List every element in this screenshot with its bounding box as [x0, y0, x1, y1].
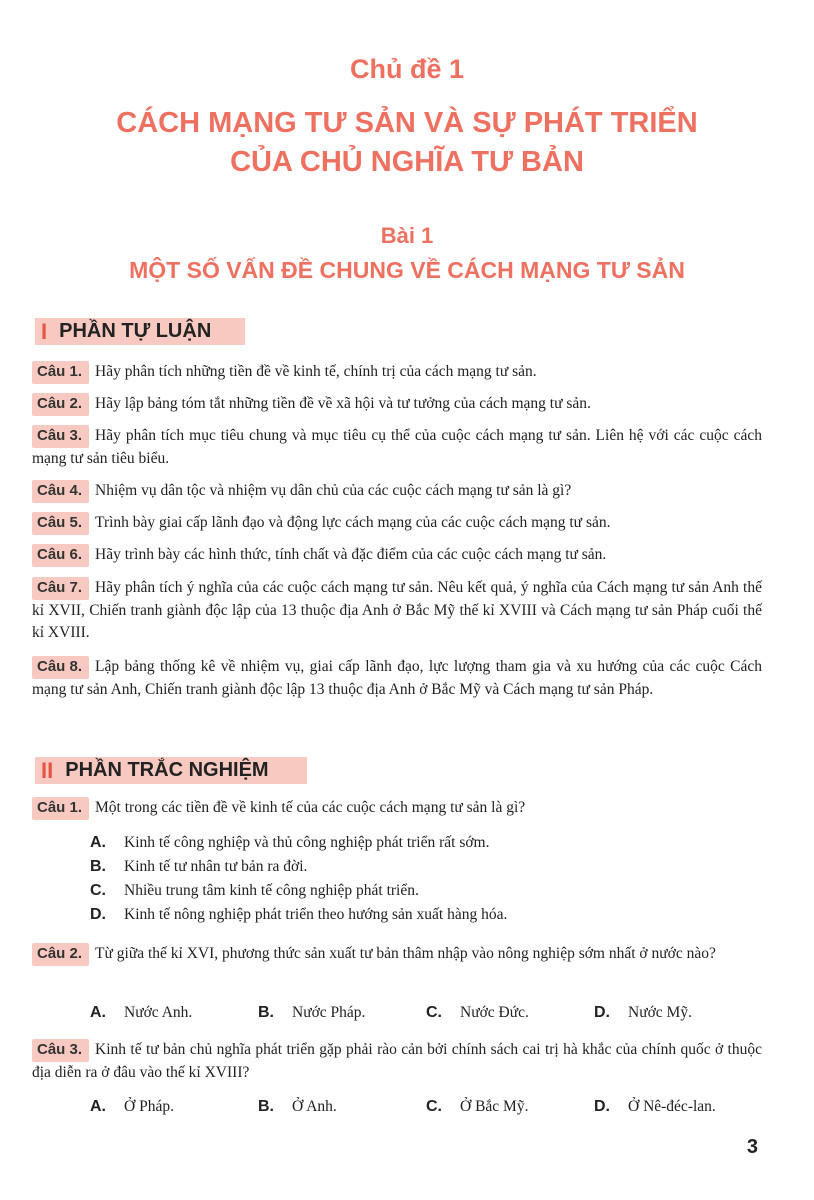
mc-question	[32, 797, 762, 820]
option-letter: A.	[90, 1004, 106, 1021]
chapter-title-line-2: CỦA CHỦ NGHĨA TƯ BẢN	[230, 146, 584, 178]
option-letter: B.	[90, 858, 106, 875]
question-text: Trình bày giai cấp lãnh đạo và động lực cách mạng của các cuộc cách mạng tư sản.	[95, 514, 611, 531]
option-text: Ở Nê-đéc-lan.	[628, 1098, 716, 1115]
question-label: Câu 8.	[32, 656, 89, 679]
option-letter: D.	[90, 906, 106, 923]
mc-options	[90, 831, 770, 927]
option	[90, 1098, 258, 1116]
option	[90, 831, 770, 855]
mc-question	[32, 943, 762, 966]
option-letter: C.	[426, 1004, 442, 1021]
question-text: Hãy trình bày các hình thức, tính chất và đặc điểm của các cuộc cách mạng tư sản.	[95, 546, 607, 563]
topic-heading: Chủ đề 1	[349, 54, 464, 84]
option-text: Ở Pháp.	[124, 1098, 174, 1115]
section-multiple-choice-header	[35, 757, 307, 784]
question-label: Câu 7.	[32, 577, 89, 600]
option-text: Kinh tế nông nghiệp phát triển theo hướng sản xuất hàng hóa.	[124, 906, 508, 923]
question-text: Hãy lập bảng tóm tắt những tiền đề về xã hội và tư tưởng của cách mạng tư sản.	[95, 395, 591, 412]
option-text: Nước Pháp.	[292, 1004, 366, 1021]
question-text: Hãy phân tích những tiền đề về kinh tế, chính trị của cách mạng tư sản.	[95, 363, 537, 380]
question-text: Từ giữa thế kỉ XVI, phương thức sản xuất tư bản thâm nhập vào nông nghiệp sớm nhất ở nước nào?	[95, 945, 716, 962]
lesson-title: MỘT SỐ VẤN ĐỀ CHUNG VỀ CÁCH MẠNG TƯ SẢN	[129, 257, 685, 283]
mc-question	[32, 1039, 762, 1084]
option-letter: D.	[594, 1098, 610, 1115]
question-text: Kinh tế tư bản chủ nghĩa phát triển gặp phải rào cản bởi chính sách cai trị hà khắc của chính quốc ở thuộc địa diễn ra ở đâu vào thế kỉ XVIII?	[32, 1041, 762, 1081]
option-text: Nước Mỹ.	[628, 1004, 692, 1021]
section-number: I	[41, 318, 48, 344]
page-number: 3	[746, 1136, 758, 1158]
question-label: Câu 1.	[32, 797, 89, 820]
option-text: Ở Bắc Mỹ.	[460, 1098, 529, 1115]
option	[90, 903, 770, 927]
option	[594, 1004, 762, 1022]
mc-options	[90, 1004, 780, 1022]
section-essay-header	[35, 318, 245, 345]
question-label: Câu 5.	[32, 512, 89, 535]
option-letter: D.	[594, 1004, 610, 1021]
question-label: Câu 4.	[32, 480, 89, 503]
option-letter: B.	[258, 1004, 274, 1021]
option-letter: A.	[90, 1098, 106, 1115]
section-title: PHẦN TRẮC NGHIỆM	[65, 759, 269, 781]
question-label: Câu 1.	[32, 361, 89, 384]
option	[90, 1004, 258, 1022]
option-text: Kinh tế tư nhân tư bản ra đời.	[124, 858, 308, 875]
option-text: Nhiều trung tâm kinh tế công nghiệp phát triển.	[124, 882, 419, 899]
option	[258, 1098, 426, 1116]
option-letter: B.	[258, 1098, 274, 1115]
question-text: Lập bảng thống kê về nhiệm vụ, giai cấp lãnh đạo, lực lượng tham gia và xu hướng của các cuộc Cách mạng tư sản Anh, Chiến tranh giành độc lập 13 thuộc địa Anh ở Bắc Mỹ và Cách mạng tư sản Pháp.	[32, 658, 762, 698]
essay-question	[32, 425, 762, 470]
essay-question	[32, 393, 762, 416]
mc-options	[90, 1098, 780, 1116]
option	[90, 879, 770, 903]
question-label: Câu 6.	[32, 544, 89, 567]
section-title: PHẦN TỰ LUẬN	[59, 320, 212, 342]
question-text: Nhiệm vụ dân tộc và nhiệm vụ dân chủ của các cuộc cách mạng tư sản là gì?	[95, 482, 572, 499]
question-label: Câu 2.	[32, 943, 89, 966]
option-text: Nước Anh.	[124, 1004, 193, 1021]
option-text: Nước Đức.	[460, 1004, 529, 1021]
option-text: Ở Anh.	[292, 1098, 337, 1115]
option-text: Kinh tế công nghiệp và thủ công nghiệp phát triển rất sớm.	[124, 834, 490, 851]
essay-question	[32, 656, 762, 701]
essay-question	[32, 577, 762, 644]
question-text: Hãy phân tích mục tiêu chung và mục tiêu cụ thể của cuộc cách mạng tư sản. Liên hệ với các cuộc cách mạng tư sản tiêu biểu.	[32, 427, 762, 467]
option	[90, 855, 770, 879]
essay-question	[32, 361, 762, 384]
question-label: Câu 3.	[32, 1039, 89, 1062]
chapter-title	[0, 104, 814, 182]
option	[594, 1098, 762, 1116]
option-letter: A.	[90, 834, 106, 851]
question-text: Hãy phân tích ý nghĩa của các cuộc cách mạng tư sản. Nêu kết quả, ý nghĩa của Cách mạng tư sản Anh thế kỉ XVII, Chiến tranh giành độc lập của 13 thuộc địa Anh ở Bắc Mỹ thế kỉ XVIII và Cách mạng tư sản Pháp cuối thế kỉ XVIII.	[32, 579, 762, 641]
question-text: Một trong các tiền đề về kinh tế của các cuộc cách mạng tư sản là gì?	[95, 799, 526, 816]
option-letter: C.	[426, 1098, 442, 1115]
essay-question	[32, 544, 762, 567]
lesson-number: Bài 1	[380, 223, 434, 248]
option	[426, 1004, 594, 1022]
essay-question	[32, 480, 762, 503]
chapter-title-line-1: CÁCH MẠNG TƯ SẢN VÀ SỰ PHÁT TRIỂN	[116, 107, 698, 139]
option	[426, 1098, 594, 1116]
essay-question	[32, 512, 762, 535]
option	[258, 1004, 426, 1022]
section-number: II	[41, 757, 54, 783]
option-letter: C.	[90, 882, 106, 899]
question-label: Câu 3.	[32, 425, 89, 448]
question-label: Câu 2.	[32, 393, 89, 416]
